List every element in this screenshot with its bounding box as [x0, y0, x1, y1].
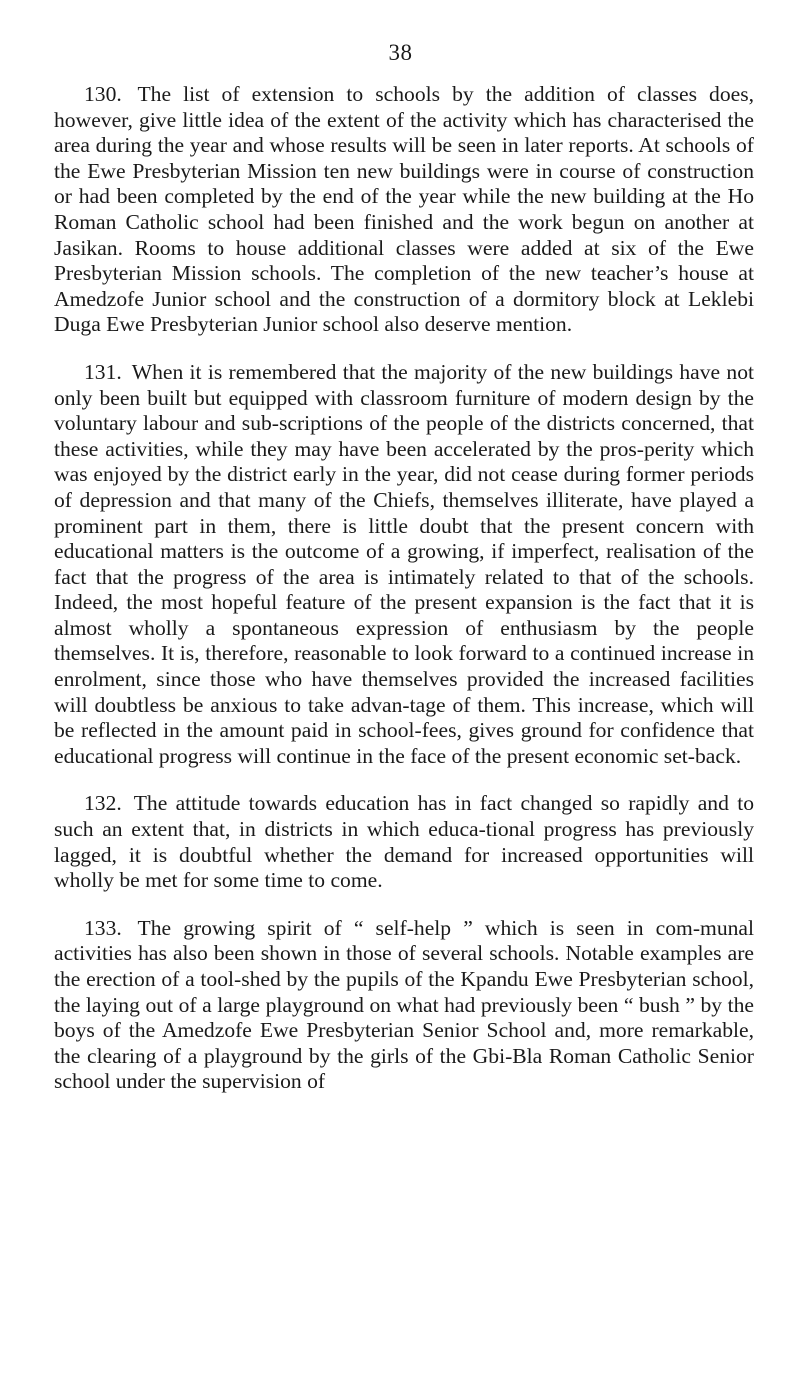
- paragraph-number: 132.: [84, 791, 122, 816]
- paragraph-131: [54, 360, 754, 770]
- paragraph-text: The list of extension to schools by the addition of classes does, however, give little idea of the extent of the activity which has characterised the area during the year and whose results will be seen in later reports. At schools of the Ewe Presbyterian Mission ten new buildings were in course of construction or had been completed by the end of the year while the new building at the Ho Roman Catholic school had been finished and the work begun on another at Jasikan. Rooms to house additional classes were added at six of the Ewe Presbyterian Mission schools. The completion of the new teacher’s house at Amedzofe Junior school and the construction of a dormitory block at Leklebi Duga Ewe Presbyterian Junior school also deserve mention.: [54, 82, 754, 337]
- paragraph-text: The attitude towards education has in fact changed so rapidly and to such an extent that, in districts in which educa-tional progress has previously lagged, it is doubtful whether the demand for increased opportunities will wholly be met for some time to come.: [54, 791, 754, 893]
- paragraph-number: 131.: [84, 359, 122, 384]
- page-number: 38: [388, 40, 413, 65]
- paragraph-text: The growing spirit of “ self-help ” which is seen in com-munal activities has also been shown in those of several schools. Notable examples are the erection of a tool-shed by the pupils of the Kpandu Ewe Presbyterian school, the laying out of a large playground on what had previously been “ bush ” by the boys of the Amedzofe Ewe Presbyterian Senior School and, more remarkable, the clearing of a playground by the girls of the Gbi-Bla Roman Catholic Senior school under the supervision of: [54, 915, 754, 1094]
- paragraph-number: 133.: [84, 915, 122, 940]
- paragraph-133: [54, 916, 754, 1095]
- paragraph-130: [54, 82, 754, 338]
- paragraph-132: [54, 791, 754, 893]
- paragraph-number: 130.: [84, 82, 122, 106]
- paragraph-text: When it is remembered that the majority of the new buildings have not only been built but equipped with classroom furniture of modern design by the voluntary labour and sub-scriptions of the people of the districts concerned, that these activities, while they may have been accelerated by the pros-perity which was enjoyed by the district early in the year, did not cease during former periods of depression and that many of the Chiefs, themselves illiterate, have played a prominent part in them, there is little doubt that the present concern with educational matters is the outcome of a growing, if imperfect, realisation of the fact that the progress of the area is intimately related to that of the schools. Indeed, the most hopeful feature of the present expansion is the fact that it is almost wholly a spontaneous expression of enthusiasm by the people themselves. It is, therefore, reasonable to look forward to a continued increase in enrolment, since those who have themselves provided the increased facilities will doubtless be anxious to take advan-tage of them. This increase, which will be reflected in the amount paid in school-fees, gives ground for confidence that educational progress will continue in the face of the present economic set-back.: [54, 359, 754, 768]
- body-text: [54, 82, 754, 1117]
